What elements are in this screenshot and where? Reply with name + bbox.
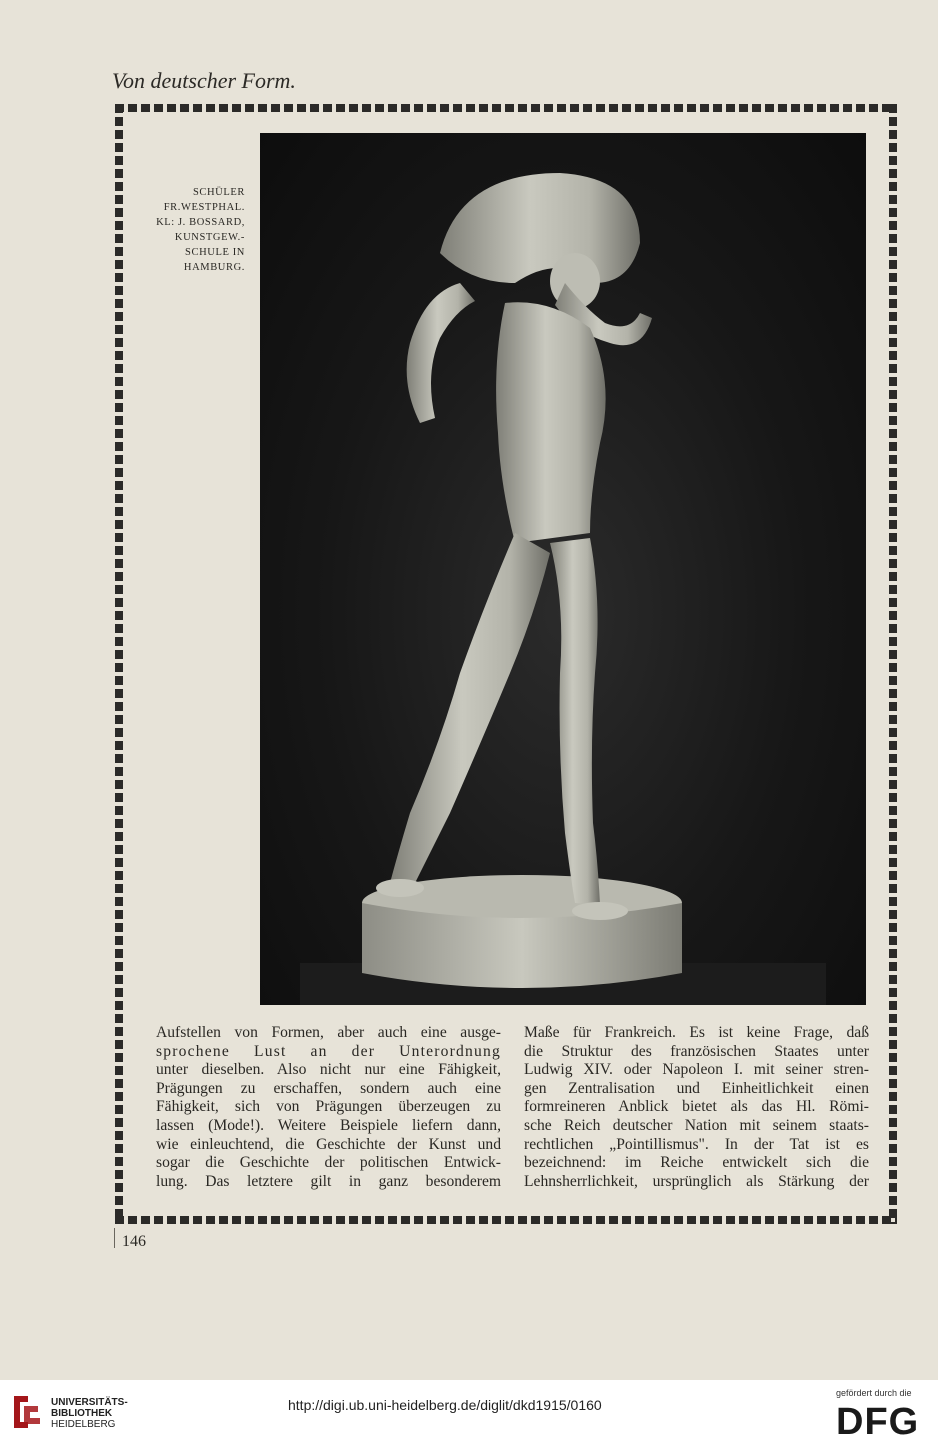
gutter-mark — [114, 1228, 115, 1248]
ornamental-border-left — [115, 104, 123, 1224]
text-line: Fähigkeit, sich von Prägungen überzeugen zu — [156, 1098, 501, 1116]
ornamental-border-bottom — [115, 1216, 897, 1224]
dfg-logo: DFG — [836, 1401, 920, 1443]
library-name-line: HEIDELBERG — [51, 1419, 116, 1430]
text-line: sprochene Lust an der Unterordnung — [156, 1042, 501, 1060]
funding-note: gefördert durch die — [836, 1388, 912, 1398]
text-line: formreineren Anblick bietet als das Hl. Römi- — [524, 1098, 869, 1116]
text-line: unter dieselben. Also nicht nur eine Fähigkeit, — [156, 1061, 501, 1079]
library-name-line: UNIVERSITÄTS- — [51, 1397, 128, 1408]
text-line: lassen (Mode!). Weitere Beispiele liefern dann, — [156, 1116, 501, 1134]
text-line: Ludwig XIV. oder Napoleon I. mit seiner stren- — [524, 1061, 869, 1079]
caption-line: SCHULE IN — [185, 247, 245, 258]
text-line: gen Zentralisation und Einheitlichkeit einen — [524, 1079, 869, 1097]
text-line: rechtlichen „Pointillismus". In der Tat ist es — [524, 1135, 869, 1153]
sculpture-figure — [260, 133, 866, 1005]
caption-line: SCHÜLER — [192, 187, 245, 198]
text-column-left — [156, 1024, 501, 1191]
text-line: die Struktur des französischen Staates unter — [524, 1042, 869, 1060]
running-title: Von deutscher Form. — [112, 68, 296, 93]
text-line: wie einleuchtend, die Geschichte der Kunst und — [156, 1135, 501, 1153]
caption-line: KUNSTGEW.- — [174, 232, 245, 243]
library-name-line: BIBLIOTHEK — [51, 1408, 113, 1419]
caption-line: FR.WESTPHAL. — [163, 202, 245, 213]
ornamental-border-right — [889, 104, 897, 1224]
digitization-footer — [0, 1380, 938, 1447]
text-column-right — [524, 1024, 869, 1191]
page-number: 146 — [122, 1233, 146, 1250]
library-name — [51, 1397, 128, 1430]
text-line: lung. Das letztere gilt in ganz besonderem — [156, 1172, 501, 1190]
ornamental-border-top — [115, 104, 897, 112]
text-line: Prägungen zu erschaffen, sondern auch eine — [156, 1079, 501, 1097]
sculpture-photo — [260, 133, 866, 1005]
caption-line: KL: J. BOSSARD, — [156, 217, 245, 228]
text-line: bezeichnend: im Reiche entwickelt sich die — [524, 1154, 869, 1172]
text-line: Maße für Frankreich. Es ist keine Frage, daß — [524, 1024, 869, 1041]
text-line: Lehnsherrlichkeit, ursprünglich als Stärkung der — [524, 1172, 869, 1190]
text-line: Aufstellen von Formen, aber auch eine ausge- — [156, 1024, 501, 1041]
caption-line: HAMBURG. — [183, 262, 245, 273]
figure-caption — [140, 185, 245, 275]
library-logo-icon — [10, 1392, 44, 1432]
text-line: sche Reich deutscher Nation mit seinem staats- — [524, 1116, 869, 1134]
permalink[interactable]: http://digi.ub.uni-heidelberg.de/diglit/dkd1915/0160 — [288, 1397, 602, 1413]
text-line: sogar die Geschichte der politischen Entwick- — [156, 1154, 501, 1172]
